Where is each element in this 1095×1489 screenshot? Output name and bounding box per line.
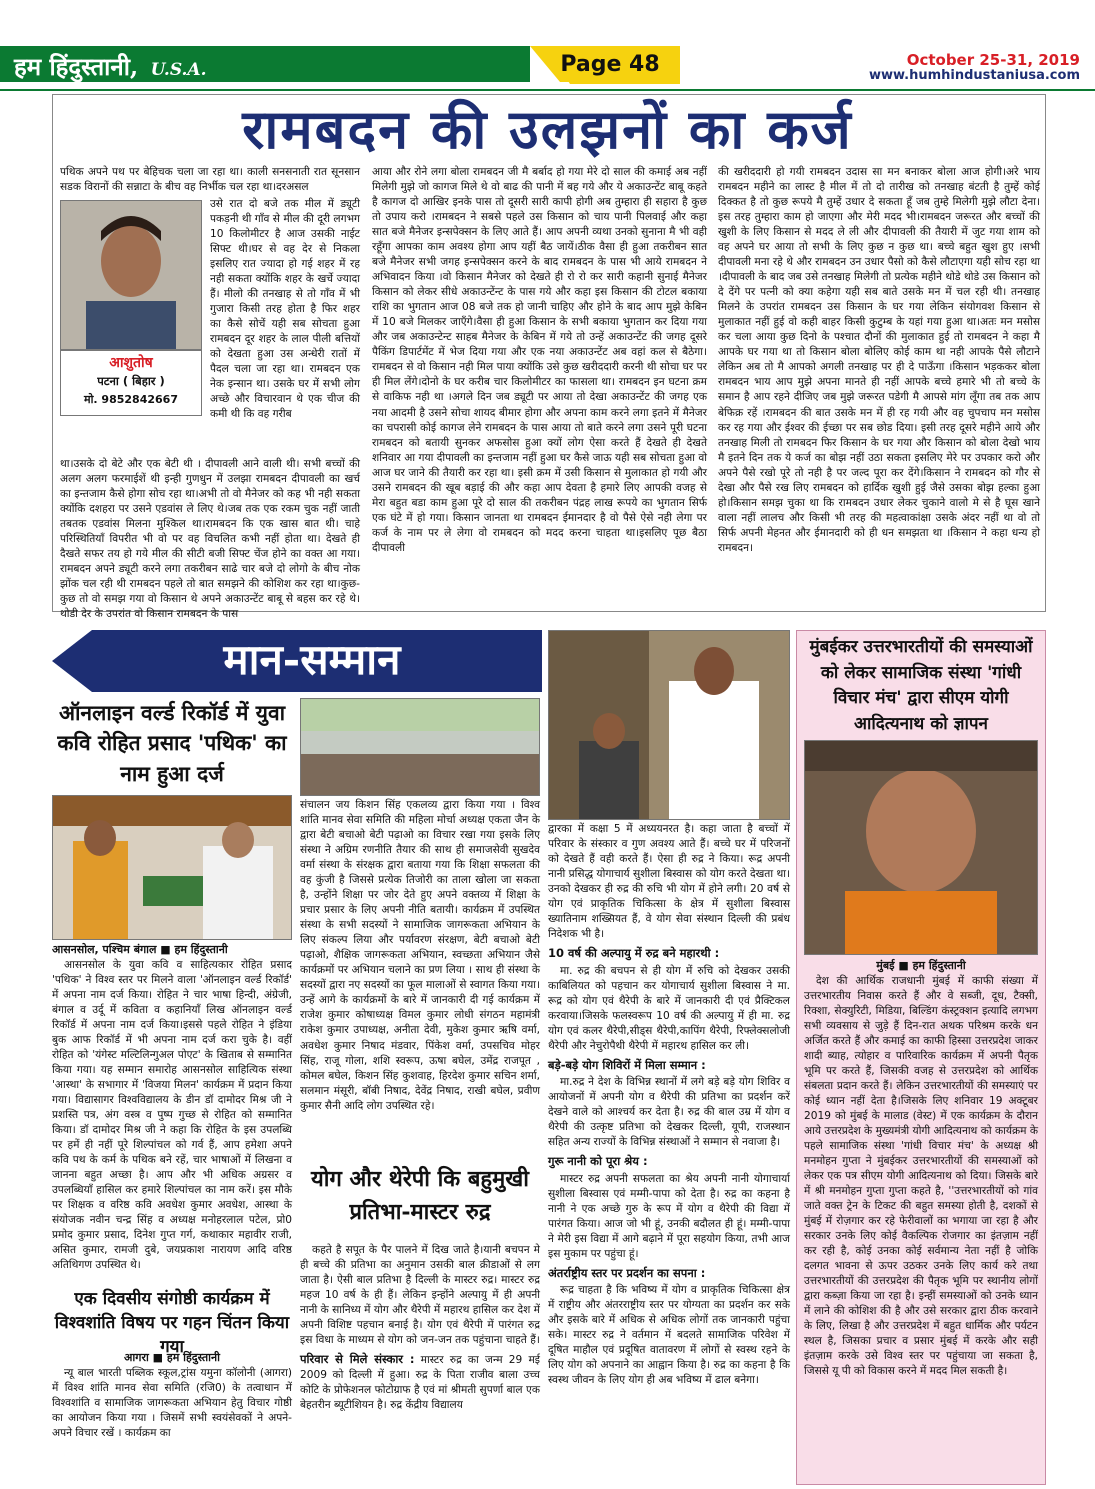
rudra-photo [548, 630, 790, 820]
rohit-byline: आसनसोल, पश्चिम बंगाल ■ हम हिंदुस्तानी [52, 943, 228, 956]
lead-headline: रामबदन की उलझनों का कर्ज [242, 97, 853, 161]
page-number: Page 48 [560, 52, 660, 77]
author-card [60, 350, 202, 416]
rohit-photo [52, 795, 292, 940]
yoga-col2-a: द्वारका में कक्षा 5 में अध्ययनरत है। कहा जाता है बच्चों में परिवार के संस्कार व गुण अवश्य आते हैं। बच्चे घर में परिजनों को देखते हैं वही करते हैं। ऐसा ही रुद्र ने किया। रूद्र अपनी नानी प्रसिद्ध योगाचार्य सुशीला बिस्वास को योग करते देखता था। उनको देखकर ही रुद्र की रुचि भी योग में होने लगी। 20 वर्ष से योग एवं प्राकृतिक चिकित्सा के क्षेत्र में सुशीला बिस्वास ख्यातिनाम शख्सियत हैं, वे योग सेवा संस्थान दिल्ली की प्रबंध निदेशक भी है। [548, 823, 790, 941]
author-name: आशुतोष [109, 355, 153, 371]
yoga-sub1-title: परिवार से मिले संस्कार : [300, 1352, 415, 1367]
seminar-photo [300, 698, 540, 796]
seminar-body: न्यू बाल भारती पब्लिक स्कूल,ट्रांस यमुना कॉलोनी (आगरा) में विश्व शांति मानव सेवा समिति (रजि0) के तत्वाधान में विश्वशांति व सामाजिक जागरूकता अभियान हेतु विचार गोष्ठी का आयोजन किया गया । जिसमें सभी स्वयंसेवकों ने अपने-अपने विचार रखें । कार्यक्रम का [52, 1366, 292, 1439]
yoga-col2-c: मा.रुद्र ने देश के विभिन्न स्थानों में लगे बड़े बड़े योग शिविर व आयोजनों में अपनी योग व थैरेपी की प्रतिभा का प्रदर्शन करें देखने वाले को आश्चर्य कर देता है। रुद्र की बाल उम्र में योग व थैरेपी की उत्कृष्ट प्रतिभा को देखकर दिल्ली, यूपी, राजस्थान सहित अन्य राज्यों के विभिन्न संस्थाओं ने सम्मान से नवाजा है। [548, 1076, 790, 1149]
rohit-body: आसनसोल के युवा कवि व साहित्यकार रोहित प्रसाद 'पथिक' ने विश्व स्तर पर मिलने वाला 'ऑनलाइन वर्ल्ड रिकॉर्ड' में अपना नाम दर्ज किया। रोहित ने चार भाषा हिन्दी, अंग्रेजी, बंगाल व उर्दू में कविता व कहानियाँ लिख ऑनलाइन वर्ल्ड रिकॉर्ड में अपना नाम दर्ज किया।इससे पहले रोहित ने इंडिया बुक आफ रिकॉर्ड में भी अपना नाम दर्ज करा चुके है। वहीं रोहित को 'यंगेस्ट मल्टिलिन्गुअल पोएट' के खिताब से सम्मानित किया गया। यह सम्मान समारोह आसनसोल साहित्यिक संस्था 'आस्था' के सभागार में 'विजया मिलन' कार्यक्रम में प्रदान किया गया। विद्यासागर विश्वविद्यालय के डीन डॉ दामोदर मिश्र जी ने प्रशस्ति पत्र, अंग वस्त्र व पुष्प गुच्छ से रोहित को सम्मानित किया। डॉ दामोदर मिश्र जी ने कहा कि रोहित के इस उपलब्धि पर हमें ही नहीं पूरे शिल्पांचल को गर्व हैं, आप हमेशा अपने कवि पथ के कर्म के पथिक बने रहें, चार भाषाओं में लिखना व जानना बहुत अच्छा है। आप और भी अधिक अग्रसर व उपलब्धियाँ हासिल कर हमारे शिल्पांचल का नाम करें। इस मौके पर शिक्षक व वरिष्ठ कवि अवधेश कुमार अवधेश, आस्था के संयोजक नवीन चन्द्र सिंह व अध्यक्ष मनोहरलाल पटेल, प्रो0 प्रमोद कुमार प्रसाद, दिनेश गुप्त गर्ग, कथाकार महावीर राजी, असित कुमार, रामजी दुबे, जयप्रकाश नारायण आदि वरिष्ठ अतिथिगण उपस्थित थे। [52, 958, 292, 1272]
yoga-col2-d: मास्टर रुद्र अपनी सफलता का श्रेय अपनी नानी योगाचार्या सुशीला बिस्वास एवं मम्मी-पापा को देता है। रुद्र का कहना है नानी ने एक अच्छे गुरु के रूप में योग व थैरेपी की विद्या में पारंगत किया। आज जो भी हूं, उनकी बदौलत ही हूं। मम्मी-पापा ने मेरी इस विद्या में आगे बढ़ाने में पूरा सहयोग किया, तभी आज इस मुकाम पर पहुंचा हूं। [548, 1172, 790, 1260]
masthead-title [14, 50, 207, 80]
yoga-sub1-body: मास्टर रुद्र का जन्म 29 मई 2009 को दिल्ली में हुआ। रुद्र के पिता राजीव बाला उच्च कोटि के प्रोफेशनल फोटोग्राफ है एवं मां श्रीमती सुपर्णा बाल एक बेहतरीन ब्यूटीशियन है। रुद्र केंद्रीय विद्यालय [300, 1354, 540, 1412]
masthead-sub: U.S.A. [150, 60, 207, 80]
lead-col3: की खरीददारी हो गयी रामबदन उदास सा मन बनाकर बोला आज होगी।अरे भाय रामबदन महीने का लास्ट है मील में तो दो तारीख को तनखाह बंटती है तुम्हें कोई दिक्कत है तो कुछ रूपये मै तुम्हें उधार दे सकता हूँ जब तुम्हे मिलेगी मुझे लौटा देना। इस तरह तुम्हारा काम हो जाएगा और मेरी मदद भी।रामबदन जरूरत और बच्चों की खुशी के लिए किसान से मदद ले ली और दीपावली की तैयारी में जुट गया शाम को वह अपने घर आया तो सभी के लिए कुछ न कुछ था। बच्चे बहुत खुश हुए ।सभी दीपावली मना रहे थे और रामबदन उन उधार पैसो को कैसे लौटाएगा यही सोच रहा था ।दीपावली के बाद जब उसे तनखाह मिलेगी तो प्रत्येक महीने थोडे थोडे उस किसान को दे देंगे पर पत्नी को क्या कहेगा यही सब बाते उसके मन में चल रही थी। तनखाह मिलने के उपरांत रामबदन उस किसान के घर गया लेकिन संयोगवश किसान से मुलाकात नहीं हुई वो कही बाहर किसी कुटुम्ब के यहां गया हुआ था।अतः मन मसोस कर चला आया कुछ दिनो के पश्चात दौनों की मुलाकात हुई तो रामबदन ने कहा मै आपके घर गया था तो किसान बोला बोलिए कोई काम था नही आपके पैसे लौटाने लेकिन अब तो मै आपको अगली तनखाह पर ही दे पाऊँगा ।किसान भड़ककर बोला रामबदन भाय आप मुझे अपना मानते ही नहीं आपके बच्चे हमारे भी तो बच्चे के समान है आप रहने दीजिए जब मुझे जरूरत पडेगी मै आपसे मांग लूँगा तब तक आप बेफिक्र रहें ।रामबदन की बात उसके मन में ही रह गयी और वह चुपचाप मन मसोस कर रह गया और ईश्वर की ईच्छा पर सब छोड दिया। इसी तरह दूसरे महीने आये और तनखाह मिली तो रामबदन फिर किसान के घर गया और किसान को बोला देखो भाय मै इतने दिन तक ये कर्ज का बोझ नहीं उठा सकता इसलिए मेरे पर उपकार करो और अपने पैसे रखो पूरे तो नही है पर जल्द पूरा कर देंगे।किसान ने रामबदन को गौर से देखा और पैसे रख लिए रामबदन को हार्दिक खुशी हुई जैसे उसका बोझ हल्का हुआ हो।किसान समझ चुका था कि रामबदन उधार लेकर चुकाने वालो मे से है घूस खाने वाला नहीं लालच और किसी भी तरह की महत्वाकांक्षा उसके अंदर नहीं था वो तो सिर्फ अपनी मेहनत और ईमानदारी को ही धन समझता था ।किसान ने कहा धन्य हो रामबदन। [718, 166, 1040, 554]
masthead-name: हम हिंदुस्तानी, [14, 52, 139, 81]
yoga-sub1 [300, 1351, 540, 1413]
author-phone: मो. 9852842667 [84, 393, 178, 406]
mumbai-headline: मुंबईकर उत्तरभारतीयों की समस्याओं को लेकर सामाजिक संस्था 'गांधी विचार मंच' द्वारा सीएम योगी आदित्यनाथ को ज्ञापन [809, 637, 1033, 734]
seminar-group-graphic [301, 699, 539, 795]
seminar-col2: संचालन जय किशन सिंह एकलव्य द्वारा किया गया । विश्व शांति मानव सेवा समिति की महिला मोर्चा अध्यक्ष एकता जैन के द्वारा बेटी बचाओ बेटी पढ़ाओ का विचार रखा गया इसके लिए संस्था ने अग्रिम रणनीति तैयार की साथ ही समाजसेवी सुखदेव वर्मा संस्था के संरक्षक द्वारा बताया गया कि शिक्षा सफलता की वह कुंजी है जिससे प्रत्येक तिजोरी का ताला खोला जा सकता है, उन्होंने शिक्षा पर जोर देते हुए अपने वक्तव्य में शिक्षा के प्रचार प्रसार के लिए अपनी नीति बतायी। कार्यक्रम में उपस्थित संस्था के सभी सदस्यों ने सामाजिक जागरूकता अभियान के लिए संकल्प लिया और पर्यावरण संरक्षण, बेटी बचाओ बेटी पढ़ाओ, शैक्षिक जागरूकता अभियान, स्वच्छता अभियान जैसे कार्यक्रमों पर अभियान चलाने का प्रण लिया । साथ ही संस्था के सदस्यों द्वारा नए सदस्यों का फूल मालाओं से स्वागत किया गया। उन्हें आगे के कार्यक्रमों के बारे में जानकारी दी गई कार्यक्रम में राजेश कुमार कोषाध्यक्ष विमल कुमार लोधी संगठन महामंत्री राकेश कुमार उपाध्यक्ष, अनीता देवी, मुकेश कुमार ऋषि वर्मा, अवधेश कुमार निषाद मंडवार, पिंकेश वर्मा, उपसचिव मोहर सिंह, राजू गोला, शशि स्वरूप, ऊषा बघेल, उमेंद्र राजपूत , कोमल बघेल, किशन सिंह कुशवाह, हिरदेश कुमार सचिन शर्मा, सलमान मंसूरी, बॉबी निषाद, देवेंद्र निषाद, राखी बघेल, प्रवीण कुमार सैनी आदि लोग उपस्थित रहे। [300, 799, 540, 1112]
yogi-photo [804, 740, 1038, 955]
website-link[interactable]: www.humhindustaniusa.com [868, 68, 1080, 83]
yoga-sub2-title: 10 वर्ष की अल्पायु में रुद्र बने महारथी : [548, 946, 720, 961]
mumbai-body: देश की आर्थिक राजधानी मुंबई में काफी संख्या में उत्तरभारतीय निवास करते हैं और वे सब्जी, दूध, टैक्सी, रिक्शा, सेक्युरिटी, मिडिया, बिल्डिंग कंस्ट्रक्शन इत्यादि लगभग सभी व्यवसाय से जुड़े हैं दिन-रात अथक परिश्रम करके धन अर्जित करते हैं और कमाई का काफी हिस्सा उत्तरप्रदेश जाकर शादी ब्याह, त्योहार व पारिवारिक कार्यक्रम में अपनी पैतृक भूमि पर करते हैं, जिसकी वजह से उत्तरप्रदेश को आर्थिक संबलता प्रदान करते हैं। लेकिन उत्तरभारतीयों की समस्याएं पर कोई ध्यान नहीं देता है।जिसके लिए शनिवार 19 अक्टूबर 2019 को मुंबई के मालाड (वेस्ट) में एक कार्यक्रम के दौरान आये उत्तरप्रदेश के मुख्यमंत्री योगी आदित्यनाथ को कार्यक्रम के पहले सामाजिक संस्था 'गांधी विचार मंच' के अध्यक्ष श्री मनमोहन गुप्ता ने मुंबईकर उत्तरभारतीयों की समस्याओं को लेकर एक पत्र सीएम योगी आदित्यनाथ को दिया। जिसके बारे में श्री मनमोहन गुप्ता गुप्ता कहते है, ''उत्तरभारतीयों को गांव जाते वक्त ट्रेन के टिकट की बहुत समस्या होती है, दशकों से मुंबई में रोज़गार कर रहे फेरीवालों का भगाया जा रहा है और सरकार उनके लिए कोई वैकल्पिक रोजगार का इंतज़ाम नहीं कर रही है, कोई उनका कोई सर्वमान्य नेता नहीं है जोकि दलगत भावना से ऊपर उठकर उनके लिए कार्य करे तथा उत्तरभारतीयों की उत्तरप्रदेश की पैतृक भूमि पर स्थानीय लोगों द्वारा कब्ज़ा किया जा रहा है। इन्हीं समस्याओं को उनके ध्यान में लाने की कोशिश की है और उसे सरकार द्वारा ठीक करवाने के लिए, लिखा है और उत्तरप्रदेश में बहुत धार्मिक और पर्यटन स्थल है, जिसका प्रचार व प्रसार मुंबई में करके और सही इंतज़ाम करके उसे विश्व स्तर पर पहुंचाया जा सकता है, जिससे यू पी को विकास करने में मदद मिल सकती है। [804, 974, 1038, 1378]
lead-col1-right: उसे रात दो बजे तक मील में ड्यूटी पकड़नी थी गाँव से मील की दूरी लगभग 10 किलोमीटर है आज उसकी नाईट सिफ्ट थी।घर से वह देर से निकला इसलिए रात ज्यादा हो गई शहर में रह नही सकता क्योंकि शहर के खर्चे ज्यादा हैं। मीलो की तनखाह से तो गाँव में भी गुजारा किसी तरह होता है फिर शहर का कैसे सोचें यही सब सोचता हुआ रामबदन दूर शहर के लाल पीली बत्तियों को देखता हुआ उस अन्धेरी रातों में पैदल चला जा रहा था। रामबदन एक नेक इन्सान था। उसके घर में सभी लोग अच्छे और विचारवान थे एक चीज की कमी थी कि वह गरीब [210, 198, 360, 421]
rohit-award-graphic [53, 796, 291, 939]
mumbai-byline: मुंबई ■ हम हिंदुस्तानी [876, 959, 966, 972]
yoga-intro: कहते है सपूत के पैर पालने में दिख जाते है।यानी बचपन मे ही बच्चे की प्रतिभा का अनुमान उसकी बाल क्रीडाओं से लग जाता है। ऐसी बाल प्रतिभा है दिल्ली के मास्टर रुद्र। मास्टर रुद्र महज 10 वर्ष के ही हैं। लेकिन इन्होंने अल्पायु में ही अपनी नानी के सानिध्य में योग और थैरेपी में महारथ हासिल कर देश में अपनी विशिष्ट पहचान बनाई है। योग एवं थैरेपी में पारंगत रुद्र इस विधा के माध्यम से योग को जन-जन तक पहुंचाना चाहते हैं। [300, 1244, 540, 1347]
lead-col1-bottom: था।उसके दो बेटे और एक बेटी थी । दीपावली आने वाली थी। सभी बच्चों की अलग अलग फरमाईशें थी इन्ही गुणधुन में उलझा रामबदन दीपावली का खर्च का इन्तजाम कैसे होगा सोच रहा था।अभी तो वो मैनेजर को कह भी नही सकता क्योंकि दशहरा पर उसने एडवांस ले लिए थे।जब तक एक रकम चुक नहीं जाती तबतक एडवांस मिलना मुश्किल था।रामबदन कि एक खास बात थी। चाहे परिस्थितियाँ विपरीत भी वो पर वह विचलित कभी नहीं होता था। देखते ही दैखते सफर तय हो गये मील की सीटी बजी सिफ्ट चेंज होने का वक्त आ गया। रामबदन अपने ड्यूटी करने लगा तकरीबन साढे चार बजे दो लोगो के बीच नोक झोंक चल रही थी रामबदन पहले तो बात समझने की कोशिश कर रहा था।कुछ-कुछ तो वो समझ गया वो किसान थे अपने अकाउन्टेंट बाबू से बहस कर रहे थे।थोडी देर के उपरांत वो किसान रामबदन के पास [60, 458, 360, 621]
yoga-headline: योग और थेरेपी कि बहुमुखी प्रतिभा-मास्टर रुद्र [311, 1166, 529, 1225]
yoga-sub5-title: अंतर्राष्ट्रीय स्तर पर प्रदर्शन का सपना : [548, 1265, 706, 1280]
author-city: पटना ( बिहार ) [97, 374, 165, 388]
issue-date: October 25-31, 2019 [906, 51, 1080, 69]
rudra-graphic [549, 631, 789, 819]
yoga-sub3-title: बड़े-बड़े योग शिविरों में मिला सम्मान : [548, 1057, 706, 1072]
lead-col2: आया और रोने लगा बोला रामबदन जी मै बर्बाद हो गया मेरे दो साल की कमाई अब नहीं मिलेगी मुझे जो कागज मिले थे वो बाढ की पानी में बह गये और ये अकाउन्टेंट बाबू कहते है कागज दो आखिर इनके पास तो दूसरी सारी कापी होगी अब तुम्हारा ही सहारा है कुछ तो उपाय करो ।रामबदन ने सबसे पहले उस किसान को चाय पानी पिलवाई और कहा सात बजे मैनेजर इन्सपेक्सन के लिए आते हैं। आप अपनी व्यथा उनको सुनाना मै भी वही रहूँगा आपका काम अवश्य होगा आप यहीं बैठ जायें।ठीक वैसा ही हुआ तकरीबन सात बजे मैनेजर सभी जगह इन्सपेक्सन करने के बाद रामबदन के पास भी आये रामबदन ने अभिवादन किया ।वो किसान मैनेजर को देखते ही रो रो कर सारी कहानी सुनाई मैनेजर किसान को लेकर सीधे अकाउन्टेंन्ट के पास गये और कहा इस किसान की टोटल बकाया राशि का भुगतान आज 08 बजे तक हो जानी चाहिए और होने के बाद आप मुझे केबिन में 10 बजे मिलकर जाएँगे।वैसा ही हुआ किसान के सभी बकाया भुगतान कर दिया गया और जब अकाउन्टेन्ट साहब मैनेजर के केबिन में गये तो उन्हें अकाउन्टेंट की जगह दूसरे पैकिंग डिपार्टमेंट में भेज दिया गया और एक नया अकाउन्टेंट अब वहां कल से बैठेगा। रामबदन से वो किसान नही मिल पाया क्योंकि उसे कुछ खरीददारी करनी थी सोचा घर पर ही मिल लेंगे।दोनो के घर करीब चार किलोमीटर का फासला था। रामबदन इन घटना क्रम से वाकिफ नही था ।अगले दिन जब ड्यूटी पर आया तो देखा अकाउन्टेंट की जगह एक नया आदमी है उसने सोचा शायद बीमार होगा और अपना काम करने लगा इतने में मैनेजर का चपरासी कोई कागज लेने रामबदन के पास आया तो बाते करने लगा उसने पूरी घटना रामबदन को बतायी सुनकर अफसोस हुआ क्यों लोग ऐसा करते हैं देखते ही देखते शनिवार आ गया दीपावली का इन्तजाम नहीं हुआ घर कैसे जाऊ यही सब सोचता हुआ वो आज घर जाने की तैयारी कर रहा था। इसी क्रम में उसी किसान से मुलाकात हो गयी और उसने रामबदन की खूब बड़ाई की और कहा आप देवता है हमारे लिए आपकी वजह से मेरा बहुत बडा काम हुआ पूरे दो साल की तकरीबन पंद्रह लाख रूपये का भुगतान सिर्फ एक घंटे में हो गया। किसान जानता था रामबदन ईमानदार है वो पैसे ऐसे नही लेगा पर कर्ज के नाम पर ले लेगा वो रामबदन को मदद करना चाहता था।इसलिए पूछ बैठा दीपावली [372, 166, 707, 554]
lead-col1-top: पथिक अपने पथ पर बेहिचक चला जा रहा था। काली सनसनाती रात सूनसान सडक विरानों की सन्नाटा के बीच वह निर्भीक चल रहा था।दरअसल [60, 166, 360, 194]
seminar-story [52, 1350, 292, 1485]
author-photo [60, 200, 202, 350]
yoga-col2-e: रूद्र चाहता है कि भविष्य में योग व प्राकृतिक चिकित्सा क्षेत्र में राष्ट्रीय और अंतरराष्ट्रीय स्तर पर योग्यता का प्रदर्शन कर सके और इसके बारे में अधिक से अधिक लोगों तक जानकारी पहुंचा सके। मास्टर रुद्र ने वर्तमान में बदलते सामाजिक परिवेश में दूषित माहौल एवं प्रदूषित वातावरण में लोगों से स्वस्थ रहने के लिए योग को अपनाने का आह्वान किया है। रुद्र का कहना है कि स्वस्थ जीवन के लिए योग ही अब भविष्य में ढाल बनेगा। [548, 1284, 790, 1387]
yoga-sub4-title: गुरू नानी को पूरा श्रेय : [548, 1154, 648, 1169]
maan-banner [52, 630, 542, 692]
seminar-byline: आगरा ■ हम हिंदुस्तानी [124, 1351, 220, 1364]
yoga-col2-b: मा. रुद्र की बचपन से ही योग में रुचि को देखकर उसकी काबिलियत को पहचान कर योगाचार्य सुशीला बिस्वास ने मा. रूद्र को योग एवं थैरेपी के बारे में जानकारी दी एवं प्रैक्टिकल करवाया।जिसके फलस्वरूप 10 वर्ष की अल्पायु में ही मा. रुद्र योग एवं कलर थैरेपी,सीड्स थैरेपी,कापिंग थैरेपी, रिफ्लेक्सलोजी थैरेपी और नेचुरोपैथी थैरेपी में महारथ हासिल कर ली। [548, 964, 790, 1052]
seminar-headline: एक दिवसीय संगोष्ठी कार्यक्रम में विश्वशांति विषय पर गहन चिंतन किया गया [54, 1289, 290, 1357]
author-portrait-graphic [61, 201, 201, 349]
yoga-col2 [548, 822, 790, 1485]
yoga-col1 [300, 1243, 540, 1485]
yogi-graphic [805, 741, 1037, 954]
rohit-headline: ऑनलाइन वर्ल्ड रिकॉर्ड में युवा कवि रोहित प्रसाद 'पथिक' का नाम हुआ दर्ज [57, 700, 287, 786]
maan-banner-text: मान-सम्मान [223, 635, 401, 684]
mumbai-story [804, 958, 1038, 1482]
masthead-band [0, 0, 1095, 92]
rohit-story [52, 942, 292, 1282]
